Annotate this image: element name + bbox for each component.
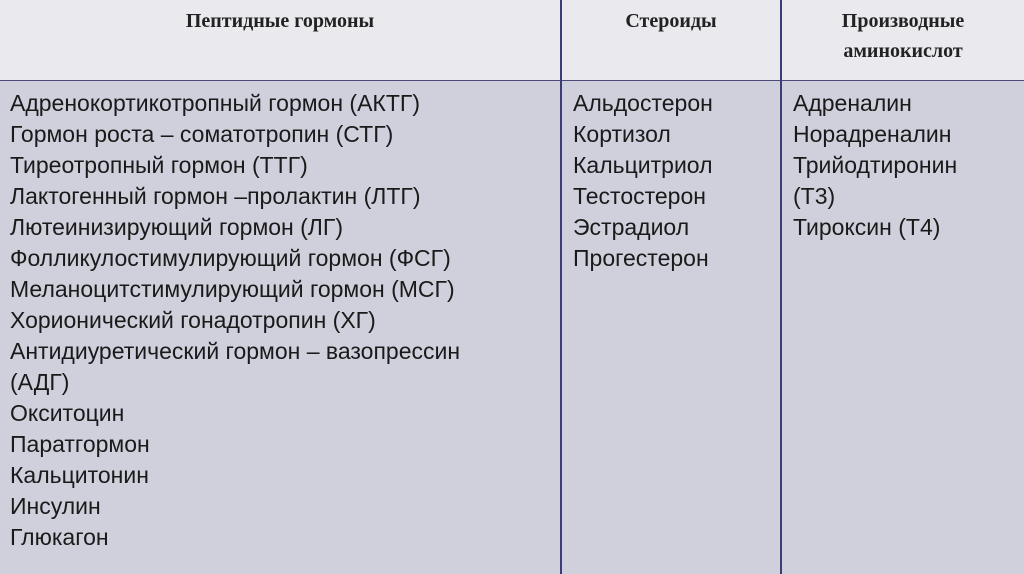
list-item: Лактогенный гормон –пролактин (ЛТГ) (10, 183, 421, 209)
list-item: Эстрадиол (573, 214, 690, 240)
header-peptide-label: Пептидные гормоны (185, 10, 375, 32)
list-item: Норадреналин (793, 121, 952, 147)
header-peptide-hormones (0, 6, 560, 86)
list-item: Кортизол (573, 121, 671, 147)
list-item: Лютеинизирующий гормон (ЛГ) (10, 214, 344, 240)
steroids-list (573, 88, 778, 274)
list-item: Меланоцитстимулирующий гормон (МСГ) (10, 276, 455, 302)
list-item: Гормон роста – соматотропин (СТГ) (10, 121, 394, 147)
list-item: Адренокортикотропный гормон (АКТГ) (10, 90, 420, 116)
header-steroids-label: Стероиды (625, 10, 717, 32)
list-item: Хорионический гонадотропин (ХГ) (10, 307, 376, 333)
list-item: Трийодтиронин (793, 152, 958, 178)
list-item: Паратгормон (10, 431, 150, 457)
list-item: Кальцитриол (573, 152, 713, 178)
list-item: (Т3) (793, 183, 836, 209)
header-amino-label-line1: Производные (841, 10, 965, 32)
list-item: Фолликулостимулирующий гормон (ФСГ) (10, 245, 451, 271)
list-item: Тироксин (Т4) (793, 214, 941, 240)
list-item: Тиреотропный гормон (ТТГ) (10, 152, 308, 178)
header-steroids (562, 6, 780, 86)
list-item: Тестостерон (573, 183, 706, 209)
header-amino-label-line2: аминокислот (843, 40, 963, 62)
list-item: Глюкагон (10, 524, 109, 550)
list-item: Кальцитонин (10, 462, 149, 488)
list-item: Альдостерон (573, 90, 713, 116)
list-item: Антидиуретический гормон – вазопрессин (10, 338, 461, 364)
list-item: Инсулин (10, 493, 101, 519)
peptide-hormones-list (10, 88, 555, 553)
header-amino-acid-derivatives (782, 6, 1024, 86)
list-item: Адреналин (793, 90, 912, 116)
column-divider-2 (780, 0, 782, 574)
list-item: Прогестерон (573, 245, 709, 271)
column-divider-1 (560, 0, 562, 574)
amino-acid-derivatives-list (793, 88, 1021, 243)
list-item: (АДГ) (10, 369, 70, 395)
list-item: Окситоцин (10, 400, 125, 426)
